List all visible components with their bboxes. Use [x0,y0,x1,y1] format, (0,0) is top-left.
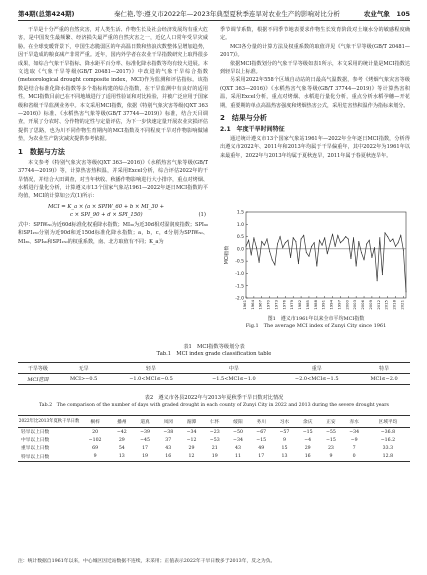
table2-cell: −50 [233,429,243,435]
mci-data-point [332,234,333,235]
table2-cell: 17 [142,445,149,451]
mci-data-point [246,246,247,247]
page-number: 105 [396,10,410,18]
mci-data-point [266,239,267,240]
left-column [18,26,208,246]
table2-cell: −16.2 [380,437,396,443]
section-heading-data-methods: 1 数据与方法 [18,147,65,156]
y-tick-label: -1.5 [235,284,244,290]
mci-data-point [306,252,307,253]
mci-data-point [358,241,359,242]
mci-data-point [390,241,391,242]
methods-paragraph: 本文参考《特别气象灾害等级(QXT 363—2016)》《水稻热害气象等级(GB/T 37744—2019)》等，计算热害热积温，并采用Excel分析，综合评估2022年的干旱情况，并结合大田调查，对当年秋收、秋播作物影响进行大小排序，重点对烤烟、水稻进行量化分析，计算遵义市13个国家气象站1961—2022年逐日MCI指数的平均值，MCI的计算如公式(1)所示： [18,159,208,200]
mci-data-point [345,236,346,237]
mci-data-point [287,240,288,241]
table2-cell: 16 [296,453,319,462]
right-column [220,26,410,160]
table2-header-cell: 道真 [133,416,156,428]
table2-header-cell: 习水 [273,416,296,428]
table2-cell: 19 [133,453,156,462]
table2-header-cell: 余庆 [296,416,319,428]
mci-data-point [277,243,278,244]
formula-line-2: c × SPI_90 + d × SPI_150) [70,211,143,218]
formula-number: (1) [198,211,206,218]
mci-data-point [319,240,320,241]
mci-data-point [251,255,252,256]
plot-frame [246,212,406,298]
mci-data-point [272,259,273,260]
mci-data-point [350,258,351,259]
table2-cell: 11 [226,453,249,462]
table2-cell: −34 [349,429,360,435]
table2-cell: 13 [273,453,296,462]
table2-header-cell: 务川 [250,416,273,428]
x-tick-label: 1964 [249,300,255,310]
table2-cell: −12 [186,437,197,443]
mci-data-point [366,243,367,244]
issue-number: 第4期(总第424期) [18,10,75,18]
mci-data-point [298,263,299,264]
mci-data-point [280,236,281,237]
table2-cell: −55 [325,429,336,435]
mci-data-point [295,241,296,242]
table1-caption-en: Tab.1 MCI index grade classification table [156,351,272,357]
mci-data-point [340,242,341,243]
y-tick-label: -2.0 [235,296,244,302]
y-tick-label: 0.0 [236,247,244,253]
table1-row [18,374,410,385]
y-axis-label: MCI指数 [225,245,230,265]
figure-caption-en: Fig.1 The average MCI index of Zunyi City since 1961 [245,323,387,329]
mci-data-point [361,252,362,253]
y-tick-label: -1.0 [235,272,244,278]
table2-row [18,444,410,452]
x-tick-label: 2015 [383,300,389,310]
mci-data-point [403,250,404,251]
table1-header-cell: 干旱等级 [18,363,58,374]
mci-data-point [387,236,388,237]
table2-row [18,436,410,444]
table1-caption-cn: 表1 MCI指数等级划分表 [183,344,245,350]
mci-data-point [269,251,270,252]
mci-data-point [343,240,344,241]
table2-cell: −67 [256,429,267,435]
mci-data-point [327,253,328,254]
mci-data-point [329,243,330,244]
mci-data-point [348,239,349,240]
table2-cell: −36.8 [380,429,396,435]
table2-cell: −42 [116,429,127,435]
running-title: 秦仁艳,等:遵义市2022年—2023年典型夏秋季连旱对农业生产的影响对比分析 [114,10,340,18]
header-rule [18,20,410,21]
y-tick-label: -0.5 [235,259,244,265]
table2-header-cell: 赤水 [343,416,366,428]
mci-data-point [379,237,380,238]
x-tick-label: 1991 [320,300,326,310]
table1-header-cell: 特旱 [358,363,410,374]
table2-cell: −34 [186,429,197,435]
table2-cell: 21 [211,445,218,451]
table2-header-cell: 正安 [319,416,342,428]
mci-data-point [377,280,378,281]
x-tick-label: 1985 [304,300,310,310]
x-tick-label: 1973 [273,300,279,310]
table2-cell: −57 [279,429,290,435]
table1-cell: MCI范围 [18,374,58,385]
mci-data-point [314,242,315,243]
table1-cell: −1.5<MCI≤−1.0 [192,374,275,385]
journal-page [364,9,410,18]
table2-cell: −34 [233,437,243,443]
table2-row [18,453,410,462]
table2-cell: 7 [352,445,356,451]
table2-cell: −45 [140,437,150,443]
table2-cell: 29 [118,437,125,443]
mci-data-point [400,235,401,236]
mci-data-point [395,246,396,247]
table2-header-cell: 仁怀 [203,416,226,428]
table2-cell: 9 [319,453,342,462]
table1-cell: MCI≤−2.0 [358,374,410,385]
table2-cell: 9 [80,453,110,462]
table2-cell: −15 [325,437,336,443]
table1-cell: −1.0<MCI≤−0.5 [110,374,193,385]
mci-data-point [392,239,393,240]
mci-data-point [374,247,375,248]
mci-data-point [311,246,312,247]
mci-chart [222,208,410,328]
table2-cell: −53 [209,437,220,443]
x-tick-label: 1994 [328,300,334,310]
table2-header-cell: 2022年比2013年夏秋干旱日数 [18,416,80,428]
table2-cell: 轻旱以上日数 [21,430,50,436]
table2-cell: −39 [140,429,150,435]
mci-data-point [322,245,323,246]
table1-header-cell: 中旱 [192,363,275,374]
page-header [18,6,410,20]
table2-header-cell: 区域平均 [366,416,410,428]
figure-caption-cn: 图1 遵义市1961年以来全市平均MCI指数 [267,316,365,322]
x-tick-label: 2018 [391,300,397,310]
mci-data-point [290,257,291,258]
mci-data-point [259,262,260,263]
continuation-paragraph: 季节调节系数，根据不同季节地表要求作物生长发育阶段对土壤水分的敏感程度确定。 [220,27,410,42]
table2-cell: −4 [304,437,312,443]
mci-data-point [356,266,357,267]
table2-cell: 29 [188,445,195,451]
table1-header-row [18,363,410,374]
grade-paragraph: 依据MCI指数划分的气象干旱等级如表1所示，本文采用的统计量是MCI指数达到轻旱以上标准。 [220,60,410,76]
mci-data-point [301,239,302,240]
mci-series-line [246,233,406,292]
drought-days-table [18,415,410,462]
heat-damage-paragraph: 另采用2022年558个区域自动站的日最高气温数据，参考《烤烟气象灾害等级(QXT 363—2016)》《水稻热害气象等级(GB/T 37744—2019)》等计算热害积温，采用Excel分析，重点对烤烟、水稻进行量化分析，重点分析水稻孕穗—开花期，重要期的单点高温热害强度和烤烟热害公式，采用危害热积温作为指标来划分。 [220,77,410,109]
mci-data-point [253,237,254,238]
table2-cell: 19 [203,453,226,462]
table2-header-row [18,416,410,428]
table2-header-cell: 绥阳 [226,416,249,428]
annual-paragraph: 通过统计遵义市13个国家气象站1961年—2022年全年逐日MCI指数，分析得出遵义市2022年、2011年和2013年均属于干旱偏重年，其中2022年为1961年以来最重年，2022年与2013年均属于夏秋连旱，2011年属于春夏秋连旱年。 [220,136,410,159]
table2-cell: 43 [165,445,172,451]
table2-cell: 43 [235,445,241,451]
x-tick-label: 1988 [312,300,318,310]
x-tick-label: 1967 [257,300,263,310]
mci-data-point [285,242,286,243]
table2-cell: 12.8 [366,453,410,462]
table2-cell: 69 [92,445,99,451]
table2-cell: 重旱以上日数 [21,446,50,452]
mci-data-point [398,242,399,243]
x-tick-label: 1976 [281,300,287,310]
table1-cell: −2.0<MCI≤−1.5 [275,374,358,385]
table2-cell: −9 [350,437,358,443]
table1-header-cell: 重旱 [275,363,358,374]
table2-cell: 9 [282,437,286,443]
table2-cell: 49 [258,445,265,451]
table2-cell: −15 [302,429,313,435]
mci-data-point [406,291,407,292]
table2-cell: 0 [343,453,366,462]
section-heading-results: 2 结果与分析 [220,114,267,123]
mci-data-point [385,232,386,233]
table2-cell: 54 [118,445,125,451]
mci-data-point [324,237,325,238]
mci-reference-paragraph: MCI各分量的计算方法及权重系数的取值详见《气象干旱等级(GB/T 20481—2017)》。 [220,43,410,59]
mci-data-point [382,274,383,275]
mci-data-point [371,257,372,258]
x-tick-label: 2006 [360,300,366,310]
intro-paragraph: 干旱是十分严重的自然灾害，对人类生活、作物生长及社会经济发展均有重大危害，是中国发生最频繁、经济损失最严重的自然灾害之一，近亿人口常年受旱灾威胁。在全球变暖背景下，中国生态脆弱区的年高温日数和热浪次数整体呈增加趋势，因干旱造成的粮食减产非常严重。近年，国内外学者在农业干旱指数研究上取得很多成果，如综合气象干旱指标、降水距平百分率、标准化降水指数等均有较大进展。本文选取《气象干旱等级(GB/T 20481—2017)》中改进的气象干旱综合指数(meteorological drought composite index，MCI)作为监测和评估指标。该指数是结合标准化降水指数等多个指标构建的综合指数，在干旱监测中有良好的适用性，MCI指数目前已在不同地域进行了适用性验证和对比检验，并被广泛应用于国家级和省级干旱监测业务中。本文采用MCI指数，依据《特别气象灾害等级(QXT 363—2016)》标准、《水稻热害气象等级(GB/T 37744—2019)》标准，结合天目调查，开展了分农时、分作物的定性与定量评估，为下一步快速定量开展农业灾损评估提供了思路，也为川不同作物生育期内的MCI指数及不同程度干旱对作物影响做铺垫，为农业生产防灾减灾提供参考依据。 [18,27,208,143]
mci-data-point [337,235,338,236]
table2-cell: −23 [209,429,220,435]
mci-data-point [364,259,365,260]
x-tick-label: 2012 [375,300,381,310]
table2-caption-en: Tab.2 The comparison of the number of days with graded drought in each county of Zunyi City in 2022 and 2013 during the severe drought years [39,403,389,408]
y-tick-label: 1.0 [236,222,244,228]
mci-data-point [308,256,309,257]
table2-cell: 13 [110,453,133,462]
mci-data-point [369,240,370,241]
table-note: 注：统计数据自1961年以来，中心城区因迁站数据不连续，未采用；正值表示2022年干旱日数多于2013年，反之为负。 [18,559,276,564]
y-tick-label: 0.5 [236,235,244,241]
table2-cell: −15 [256,437,267,443]
mci-data-point [303,235,304,236]
table2-cell: 23 [327,445,334,451]
mci-data-point [264,245,265,246]
table2-caption-cn: 表2 遵义市各县2022年与2013年夏秋季干旱日数对比情况 [144,395,284,401]
table2-cell: 15 [281,445,288,451]
table2-cell: 29 [304,445,311,451]
table2-header-cell: 桐梓 [80,416,110,428]
x-tick-label: 2003 [352,300,358,310]
table1-header-cell: 轻旱 [110,363,193,374]
table2-header-cell: 凤冈 [157,416,180,428]
x-tick-label: 2021 [399,300,405,310]
table2-header-cell: 湄潭 [180,416,203,428]
x-tick-label: 1961 [242,300,247,310]
mci-data-point [293,237,294,238]
mci-data-point [261,241,262,242]
table2-cell: 37 [165,437,172,443]
subsection-heading-annual: 2.1 年度干旱时间特征 [220,126,285,134]
table2-cell: −38 [163,429,174,435]
table1-header-cell: 无旱 [58,363,110,374]
table2-cell: 33.3 [382,445,394,451]
x-tick-label: 2000 [344,300,350,310]
table2-caption [18,395,410,409]
formula-line-1: MCI = K_a × (a × SPIW_60 + b × MI_30 + [48,203,165,210]
mci-formula [18,203,208,219]
mci-data-point [335,246,336,247]
mci-line-chart [222,208,410,312]
table2-header-cell: 播州 [110,416,133,428]
table2-cell: −102 [88,437,102,443]
table1-caption [18,344,410,358]
table2-cell: 16 [157,453,180,462]
table1-cell: MCI>−0.5 [58,374,110,385]
formula-explanation: 式中：SPIW₆₀为近60d标准化权重降水指数；MI₃₀为近30d相对湿润度指数；SPI₉₀和SPI₁₅₀分别为近90d和近150d标准化降水指数；a，b，c，d分别为SPIW₆₀、MI₃₀、SPI₉₀和SPI₁₅₀的权重系数，南、北方取值有不同；K_a为 [18,221,208,245]
table2-cell: 中旱以上日数 [21,438,50,444]
y-tick-label: 1.5 [236,210,244,216]
mci-data-point [282,247,283,248]
mci-data-point [274,264,275,265]
x-tick-label: 2009 [367,300,373,310]
x-tick-label: 1997 [336,300,342,310]
journal-name: 农业气象 [363,10,390,18]
x-tick-label: 1970 [265,300,271,310]
table2-row [18,428,410,437]
x-tick-label: 1982 [297,300,303,310]
mci-data-point [316,266,317,267]
table2-cell: 17 [250,453,273,462]
mci-grade-table [18,362,410,385]
mci-data-point [256,247,257,248]
mci-data-point [248,240,249,241]
x-tick-label: 1979 [289,300,295,310]
mci-data-point [353,237,354,238]
table2-cell: 20 [92,429,99,435]
table2-cell: 特旱以上日数 [18,453,80,462]
table2-cell: 12 [180,453,203,462]
